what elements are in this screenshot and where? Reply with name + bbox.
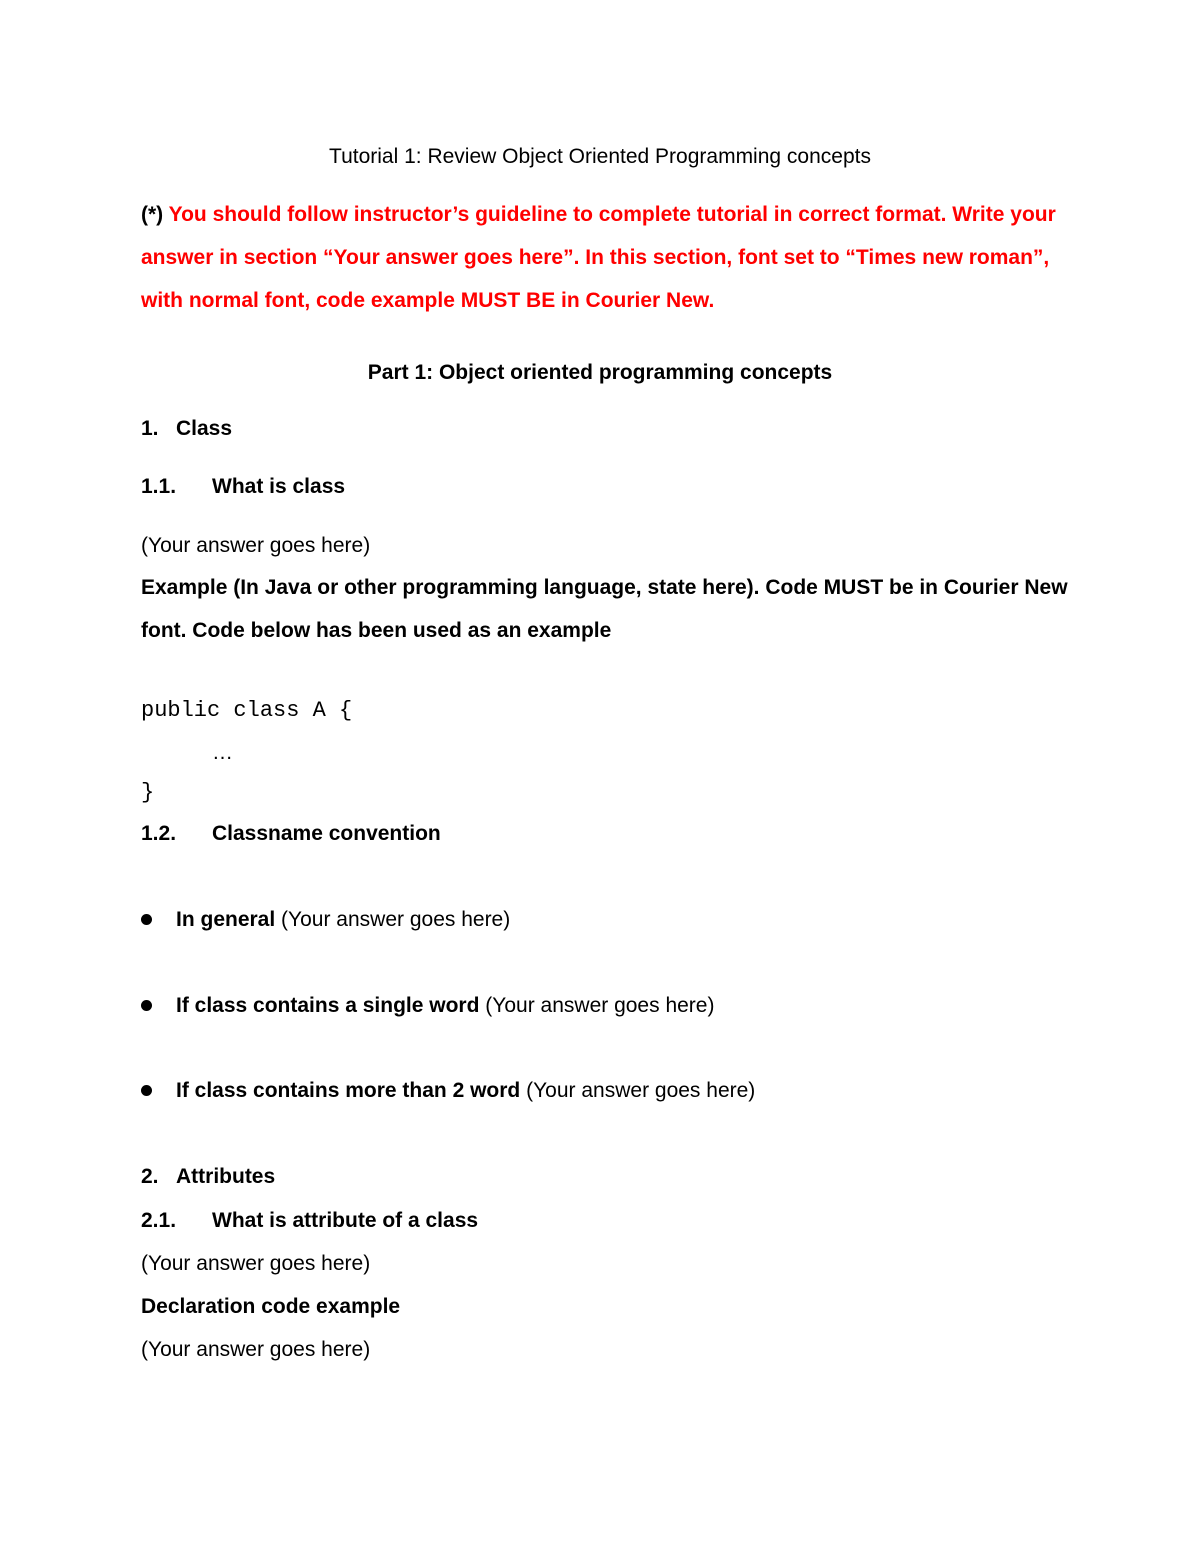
section-2-1-heading [141,1210,478,1231]
declaration-heading: Declaration code example [141,1295,401,1318]
bullet-answer: (Your answer goes here) [526,1079,756,1102]
section-1-number: 1. [141,417,159,440]
answer-placeholder-1: (Your answer goes here) [141,534,371,557]
bullet-item [176,1080,755,1101]
section-1-heading [141,418,232,439]
bullet-item [176,909,510,930]
example-line-2: font. Code below has been used as an example [141,619,612,642]
answer-placeholder-3: (Your answer goes here) [141,1338,371,1361]
section-1-2-number: 1.2. [141,822,177,845]
bullet-dot [141,1000,152,1011]
section-2-label: Attributes [176,1165,276,1188]
bullet-label: In general [176,908,276,931]
bullet-dot [141,914,152,925]
section-1-2-label: Classname convention [212,822,441,845]
part1-heading: Part 1: Object oriented programming concepts [367,361,833,384]
bullet-label: If class contains more than 2 word [176,1079,521,1102]
answer-placeholder-2: (Your answer goes here) [141,1252,371,1275]
bullet-dot [141,1085,152,1096]
notice-text-1: You should follow instructor’s guideline to complete tutorial in correct format. Write your [168,203,1056,226]
code-line-2: … [212,741,233,764]
section-2-1-number: 2.1. [141,1209,177,1232]
section-1-label: Class [176,417,233,440]
notice-marker: (*) [141,203,164,226]
notice-line-3: with normal font, code example MUST BE in Courier New. [141,289,715,312]
notice-line-1 [141,204,1056,225]
section-1-1-number: 1.1. [141,475,177,498]
section-2-heading [141,1166,275,1187]
bullet-item [176,995,714,1016]
bullet-answer: (Your answer goes here) [281,908,511,931]
code-line-3: } [141,780,155,805]
example-line-1: Example (In Java or other programming language, state here). Code MUST be in Courier New [141,576,1068,599]
section-1-1-label: What is class [212,475,346,498]
section-1-2-heading [141,823,441,844]
section-2-number: 2. [141,1165,159,1188]
section-2-1-label: What is attribute of a class [212,1209,479,1232]
bullet-answer: (Your answer goes here) [485,994,715,1017]
bullet-label: If class contains a single word [176,994,480,1017]
section-1-1-heading [141,476,345,497]
notice-line-2: answer in section “Your answer goes here”. In this section, font set to “Times new roman”, [141,246,1050,269]
document-title: Tutorial 1: Review Object Oriented Programming concepts [329,145,871,168]
code-line-1: public class A { [141,698,353,723]
